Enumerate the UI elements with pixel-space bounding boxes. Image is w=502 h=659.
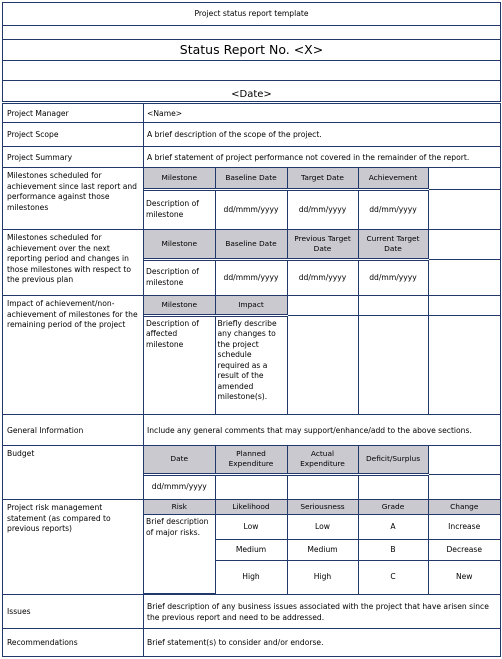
blank-row xyxy=(3,26,501,40)
impact-table xyxy=(144,296,500,414)
seriousness-high: High xyxy=(287,561,358,594)
achievement-header: Achievement xyxy=(358,168,428,189)
date-header: Date xyxy=(144,446,215,474)
actual-expenditure-header: Actual Expenditure xyxy=(287,446,358,474)
project-manager-value: <Name> xyxy=(144,103,501,123)
risk-header: Risk xyxy=(144,500,215,515)
budget-label: Budget xyxy=(3,446,144,500)
likelihood-low: Low xyxy=(215,515,287,540)
change-decrease: Decrease xyxy=(428,540,500,561)
milestone-header: Milestone xyxy=(144,168,215,189)
milestone-description: Description of milestone xyxy=(144,259,215,295)
risk-management-label: Project risk management statement (as compared to previous reports) xyxy=(3,500,144,595)
issues-label: Issues xyxy=(3,595,144,629)
grade-c: C xyxy=(358,561,428,594)
project-scope-value: A brief description of the scope of the project. xyxy=(144,123,501,147)
change-new: New xyxy=(428,561,500,594)
report-date: <Date> xyxy=(3,81,501,103)
grade-header: Grade xyxy=(358,500,428,515)
deficit-surplus-header: Deficit/Surplus xyxy=(358,446,428,474)
milestone-header: Milestone xyxy=(144,296,215,315)
baseline-date-value: dd/mmm/yyyy xyxy=(215,189,287,229)
baseline-date-header: Baseline Date xyxy=(215,230,287,259)
risk-table xyxy=(144,500,500,594)
recommendations-label: Recommendations xyxy=(3,629,144,657)
change-header: Change xyxy=(428,500,500,515)
likelihood-high: High xyxy=(215,561,287,594)
previous-target-date-header: Previous Target Date xyxy=(287,230,358,259)
budget-table xyxy=(144,446,500,499)
milestones-since-table xyxy=(144,168,500,229)
impact-label: Impact of achievement/non-achievement of milestones for the remaining period of the project xyxy=(3,296,144,415)
project-summary-value: A brief statement of project performance not covered in the remainder of the report. xyxy=(144,147,501,168)
baseline-date-header: Baseline Date xyxy=(215,168,287,189)
seriousness-medium: Medium xyxy=(287,540,358,561)
project-scope-label: Project Scope xyxy=(3,123,144,147)
likelihood-medium: Medium xyxy=(215,540,287,561)
project-manager-label: Project Manager xyxy=(3,103,144,123)
risk-description: Brief description of major risks. xyxy=(144,515,215,594)
baseline-date-value: dd/mmm/yyyy xyxy=(215,259,287,295)
general-information-label: General Information xyxy=(3,415,144,446)
milestones-next-label: Milestones scheduled for achievement over the next reporting period and changes in those milestones with respect to the previous plan xyxy=(3,230,144,296)
status-report-table xyxy=(2,2,501,657)
budget-date-value: dd/mmm/yyyy xyxy=(144,474,215,499)
blank-row xyxy=(3,61,501,81)
issues-value: Brief description of any business issues associated with the project that have arisen since the previous report and need to be addressed. xyxy=(144,595,501,629)
project-summary-label: Project Summary xyxy=(3,147,144,168)
milestone-header: Milestone xyxy=(144,230,215,259)
current-target-date-value: dd/mm/yyyy xyxy=(358,259,428,295)
achievement-value: dd/mm/yyyy xyxy=(358,189,428,229)
previous-target-date-value: dd/mm/yyyy xyxy=(287,259,358,295)
report-title: Status Report No. <X> xyxy=(3,40,501,61)
target-date-value: dd/mm/yyyy xyxy=(287,189,358,229)
milestone-description: Description of milestone xyxy=(144,189,215,229)
impact-header: Impact xyxy=(215,296,287,315)
general-information-value: Include any general comments that may support/enhance/add to the above sections. xyxy=(144,415,501,446)
current-target-date-header: Current Target Date xyxy=(358,230,428,259)
likelihood-header: Likelihood xyxy=(215,500,287,515)
affected-milestone-description: Description of affected milestone xyxy=(144,315,215,414)
seriousness-header: Seriousness xyxy=(287,500,358,515)
milestones-next-table xyxy=(144,230,500,295)
seriousness-low: Low xyxy=(287,515,358,540)
target-date-header: Target Date xyxy=(287,168,358,189)
change-increase: Increase xyxy=(428,515,500,540)
grade-a: A xyxy=(358,515,428,540)
impact-description: Briefly describe any changes to the project schedule required as a result of the amended milestone(s). xyxy=(215,315,287,414)
planned-expenditure-header: Planned Expenditure xyxy=(215,446,287,474)
milestones-since-label: Milestones scheduled for achievement since last report and performance against those milestones xyxy=(3,168,144,230)
template-title: Project status report template xyxy=(3,3,501,26)
recommendations-value: Brief statement(s) to consider and/or endorse. xyxy=(144,629,501,657)
grade-b: B xyxy=(358,540,428,561)
